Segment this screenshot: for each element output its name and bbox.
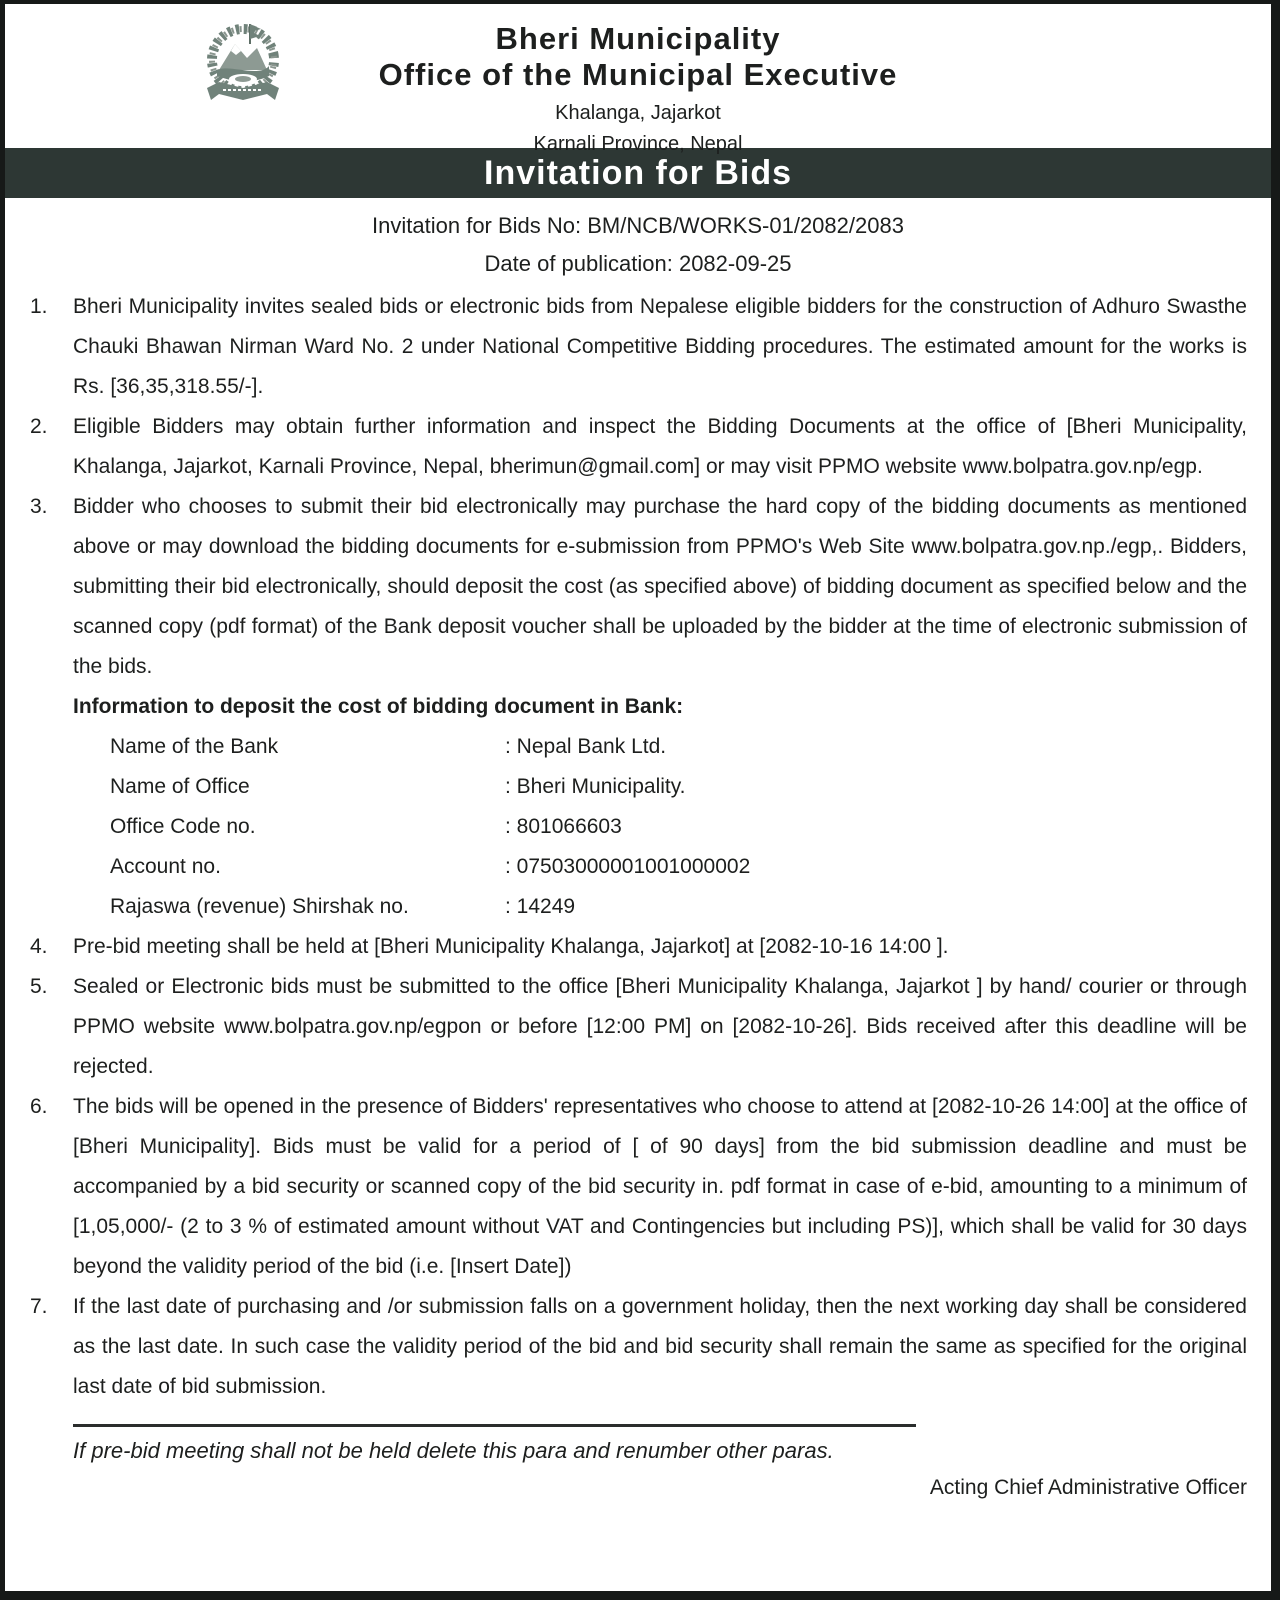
bank-row-value: : 14249 [505, 895, 576, 918]
clause-number: 2. [30, 415, 48, 438]
bank-row-office-code [73, 807, 1247, 847]
clause-text: The bids will be opened in the presence of Bidders' representatives who choose to attend at [2082-10-26 14:00] at the office of [Bheri Municipality]. Bids must be valid for a period of [ of 90 days] from the bid submission deadline and must be accompanied by a bid security or scanned copy of the bid security in. pdf format in case of e-bid, amounting to a minimum of [1,05,000/- (2 to 3 % of estimated amount without VAT and Contingencies but including PS)], which shall be valid for 30 days beyond the validity period of the bid (i.e. [Insert Date]) [73, 1095, 1247, 1278]
bank-row-rajaswa-shirshak [73, 887, 1247, 927]
bank-row-account-no [73, 847, 1247, 887]
org-name: Bheri Municipality [495, 21, 781, 56]
clause-1 [30, 287, 1247, 407]
bank-info-heading: Information to deposit the cost of bidding document in Bank: [73, 695, 684, 718]
clause-number: 4. [30, 935, 48, 958]
clause-text: Eligible Bidders may obtain further information and inspect the Bidding Documents at the office of [Bheri Municipality, Khalanga, Jajarkot, Karnali Province, Nepal, bherimun@gmail.com] or may visit PPMO website www.bolpatra.gov.np/egp. [73, 415, 1247, 478]
bid-number-line: Invitation for Bids No: BM/NCB/WORKS-01/2082/2083 [372, 213, 904, 238]
bank-info-block [30, 687, 1247, 927]
org-address: Khalanga, Jajarkot [555, 102, 721, 125]
clause-text: Bidder who chooses to submit their bid electronically may purchase the hard copy of the bidding documents as mentioned above or may download the bidding documents for e-submission from PPMO's Web Site www.bolpatra.gov.np./egp,. Bidders, submitting their bid electronically, should deposit the cost (as specified above) of bidding document as specified below and the scanned copy (pdf format) of the Bank deposit voucher shall be uploaded by the bidder at the time of electronic submission of the bids. [73, 495, 1247, 678]
clause-5 [30, 967, 1247, 1087]
clause-text: Pre-bid meeting shall be held at [Bheri Municipality Khalanga, Jajarkot] at [2082-10-16 14:00 ]. [73, 935, 949, 958]
meta-block [5, 198, 1271, 283]
clause-number: 3. [30, 495, 48, 518]
clause-7 [30, 1287, 1247, 1407]
clause-number: 1. [30, 295, 48, 318]
bank-row-bank-name [73, 727, 1247, 767]
clause-text: Bheri Municipality invites sealed bids or electronic bids from Nepalese eligible bidders for the construction of Adhuro Swasthe Chauki Bhawan Nirman Ward No. 2 under National Competitive Bidding procedures. The estimated amount for the works is Rs. [36,35,318.55/-]. [73, 295, 1247, 398]
document-footer [5, 1424, 1271, 1505]
clause-number: 6. [30, 1095, 48, 1118]
clause-text: If the last date of purchasing and /or submission falls on a government holiday, then the next working day shall be considered as the last date. In such case the validity period of the bid and bid security shall remain the same as specified for the original last date of bid submission. [73, 1295, 1247, 1398]
bank-row-value: : Bheri Municipality. [505, 775, 686, 798]
clause-number: 5. [30, 975, 48, 998]
clause-number: 7. [30, 1295, 48, 1318]
clause-4 [30, 927, 1247, 967]
org-region: Karnali Province, Nepal [533, 133, 743, 156]
clause-text: Sealed or Electronic bids must be submitted to the office [Bheri Municipality Khalanga, Jajarkot ] by hand/ courier or through PPMO website www.bolpatra.gov.np/egpon or before [12:00 PM] on [2082-10-26]. Bids received after this deadline will be rejected. [73, 975, 1247, 1078]
clause-list [5, 283, 1271, 1407]
clause-6 [30, 1087, 1247, 1287]
clause-2 [30, 407, 1247, 487]
bank-row-label: Name of the Bank [110, 735, 279, 758]
bank-row-label: Name of Office [110, 775, 250, 798]
banner-title: Invitation for Bids [5, 148, 1271, 198]
bank-row-office-name [73, 767, 1247, 807]
bank-row-label: Account no. [110, 855, 221, 878]
org-office: Office of the Municipal Executive [378, 57, 898, 93]
bank-row-value: : 801066603 [505, 815, 622, 838]
signature-title: Acting Chief Administrative Officer [929, 1476, 1247, 1499]
clause-3 [30, 487, 1247, 687]
nepal-coat-of-arms-icon [193, 18, 293, 114]
bank-row-label: Office Code no. [110, 815, 256, 838]
document-header [5, 4, 1271, 156]
bank-row-value: : 07503000001001000002 [505, 855, 751, 878]
bank-row-label: Rajaswa (revenue) Shirshak no. [110, 895, 409, 918]
prebid-footnote: If pre-bid meeting shall not be held delete this para and renumber other paras. [73, 1438, 834, 1463]
bank-row-value: : Nepal Bank Ltd. [505, 735, 667, 758]
publication-line: Date of publication: 2082-09-25 [484, 251, 792, 276]
